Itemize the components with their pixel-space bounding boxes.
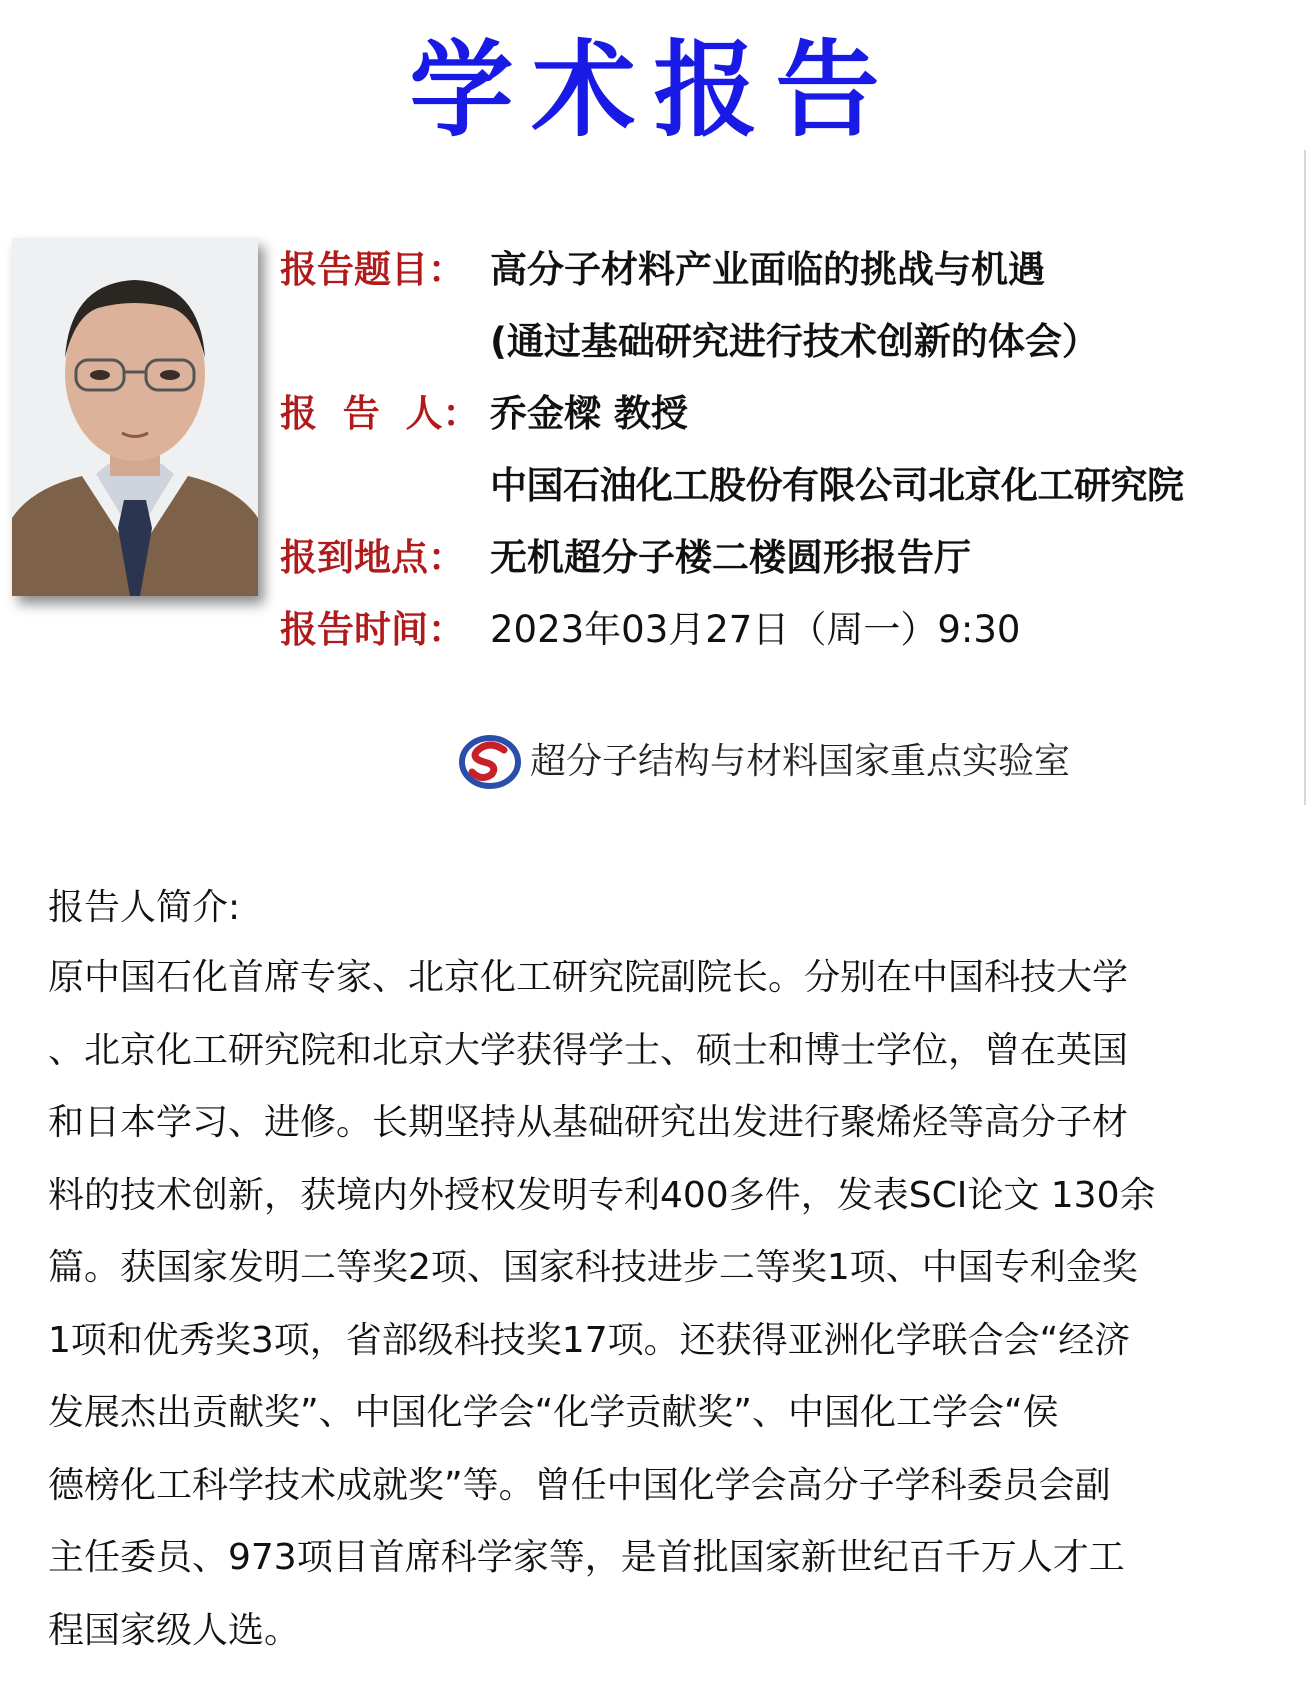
speaker-photo xyxy=(12,238,258,596)
time-label: 报告时间： xyxy=(280,608,465,651)
topic-value: 高分子材料产业面临的挑战与机遇 xyxy=(490,248,1045,291)
topic-label: 报告题目： xyxy=(280,248,465,291)
speaker-label: 报 告 人： xyxy=(280,392,480,435)
time-value: 2023年03月27日（周一）9:30 xyxy=(490,608,1021,651)
lab-logo-icon xyxy=(458,732,522,792)
speaker-row xyxy=(280,384,688,444)
speaker-org: 中国石油化工股份有限公司北京化工研究院 xyxy=(490,464,1184,507)
bio-line: 主任委员、973项目首席科学家等，是首批国家新世纪百千万人才工 xyxy=(48,1537,1125,1578)
bio-line: 发展杰出贡献奖”、中国化学会“化学贡献奖”、中国化工学会“侯 xyxy=(48,1392,1059,1433)
page-title: 学术报告 xyxy=(409,29,898,151)
bio-line: 原中国石化首席专家、北京化工研究院副院长。分别在中国科技大学 xyxy=(48,957,1129,998)
bio-line: 1项和优秀奖3项，省部级科技奖17项。还获得亚洲化学联合会“经济 xyxy=(48,1319,1131,1361)
venue-label: 报到地点： xyxy=(280,536,465,579)
bio-line: 篇。获国家发明二等奖2项、国家科技进步二等奖1项、中国专利金奖 xyxy=(48,1247,1138,1288)
lab-name: 超分子结构与材料国家重点实验室 xyxy=(530,741,1071,782)
bio-line: 和日本学习、进修。长期坚持从基础研究出发进行聚烯烃等高分子材 xyxy=(48,1102,1129,1143)
speaker-org-row xyxy=(280,456,1184,516)
speaker-name: 乔金樑 教授 xyxy=(490,392,688,435)
lab-banner xyxy=(458,732,1070,792)
topic-row xyxy=(280,240,1045,300)
divider xyxy=(1304,150,1306,805)
bio-line: 德榜化工科学技术成就奖”等。曾任中国化学会高分子学科委员会副 xyxy=(48,1464,1111,1506)
bio-line: 料的技术创新，获境内外授权发明专利400多件，发表SCI论文 130余 xyxy=(48,1174,1156,1216)
bio-body xyxy=(48,942,1268,1667)
bio-line: 、北京化工研究院和北京大学获得学士、硕士和博士学位，曾在英国 xyxy=(48,1029,1129,1071)
venue-row xyxy=(280,528,971,588)
time-row xyxy=(280,600,1020,660)
topic-subtitle-row xyxy=(280,312,1099,372)
venue-value: 无机超分子楼二楼圆形报告厅 xyxy=(490,536,971,579)
topic-subtitle: (通过基础研究进行技术创新的体会） xyxy=(490,320,1099,363)
bio-heading: 报告人简介: xyxy=(48,887,241,928)
bio-line: 程国家级人选。 xyxy=(48,1609,301,1651)
